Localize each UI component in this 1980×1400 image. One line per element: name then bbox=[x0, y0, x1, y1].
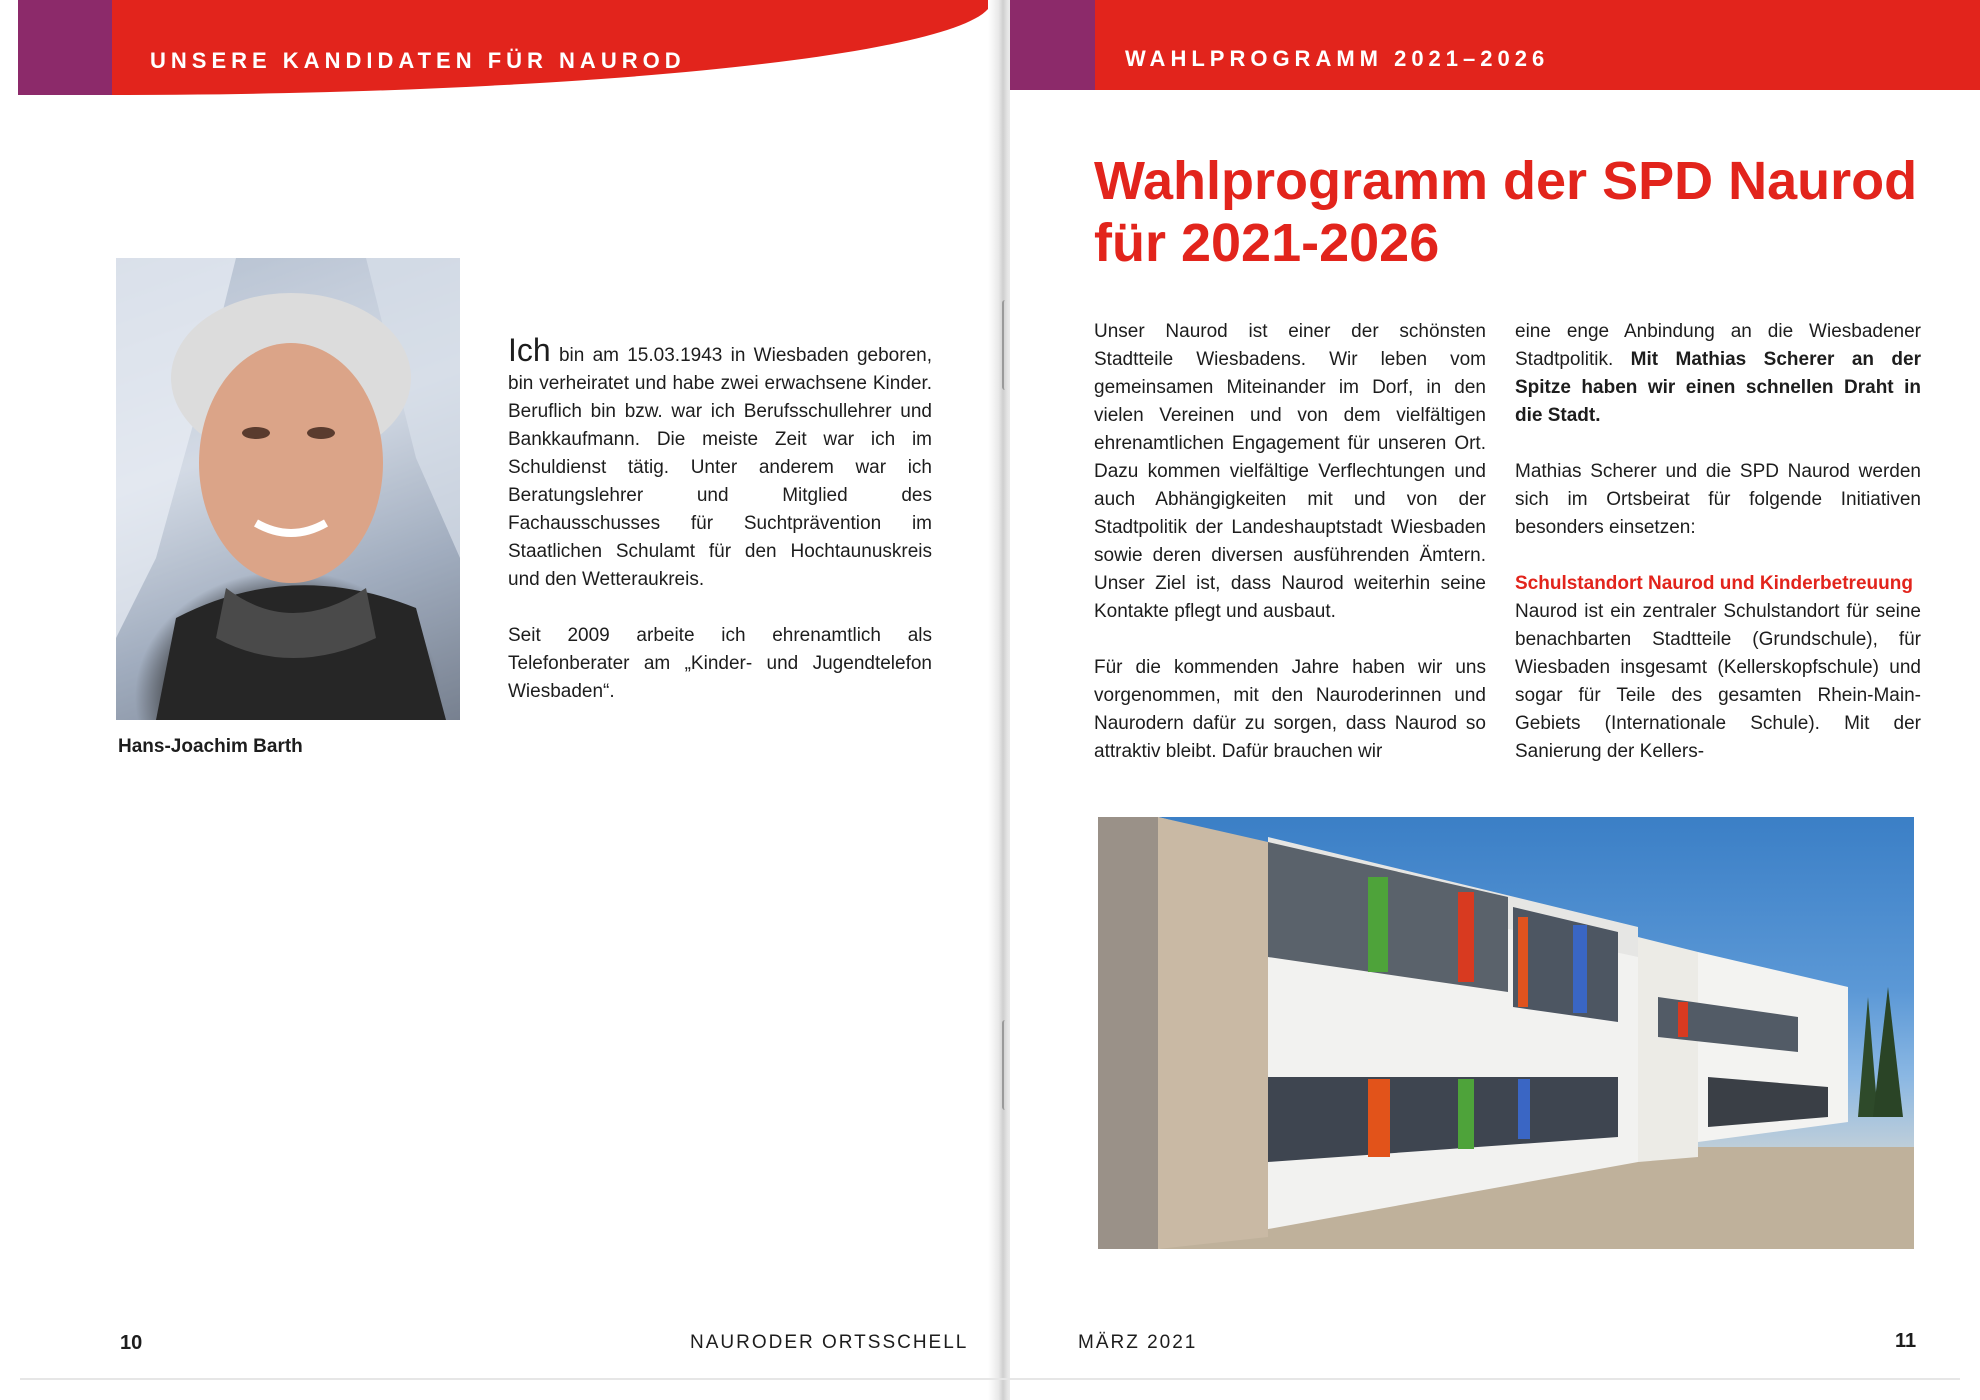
column-2-emphasis: Mit Mathias Scherer an der Spitze haben wir einen schnellen Draht in die Stadt. bbox=[1515, 349, 1921, 426]
column-2-paragraph-2: Mathias Scherer und die SPD Naurod werden sich im Ortsbeirat für folgende Initiativen besonders einsetzen: bbox=[1515, 461, 1921, 538]
bio-paragraph-1-text: bin am 15.03.1943 in Wiesbaden geboren, bin verheiratet und habe zwei erwachsene Kinder. Beruflich bin bzw. war ich Berufsschullehrer und Bankkaufmann. Die meiste Zeit war ich im Schuldienst tätig. Unter anderem war ich Beratungslehrer und Mitglied des Fachausschusses für Suchtprävention im Staatlichen Schulamt für den Hochtaunuskreis und den Wetteraukreis. bbox=[508, 345, 932, 590]
column-2-paragraph-1 bbox=[1515, 318, 1921, 430]
column-2-paragraph-1-text: eine enge Anbindung an die Wiesbadener Stadtpolitik. bbox=[1515, 321, 1921, 370]
left-header-title: UNSERE KANDIDATEN FÜR NAUROD bbox=[150, 48, 686, 73]
header-purple-accent bbox=[1010, 0, 1095, 90]
column-2-paragraph-3: Naurod ist ein zentraler Schulstandort für seine benachbarten Stadtteile (Grundschule), für Wiesbaden insgesamt (Kellerskopfschule) und sogar für Teile des gesamten Rhein-Main-Gebiets (Internationale Schule). Mit der Sanierung der Kellers- bbox=[1515, 601, 1921, 762]
page-bottom-edge bbox=[20, 1378, 1960, 1380]
text-column-2 bbox=[1515, 318, 1921, 794]
school-building-photo bbox=[1098, 817, 1914, 1249]
page-title bbox=[1094, 150, 1954, 274]
page-number-left: 10 bbox=[120, 1332, 143, 1354]
right-header-title: WAHLPROGRAMM 2021–2026 bbox=[1125, 46, 1550, 71]
candidate-portrait bbox=[116, 258, 460, 720]
staple-bottom bbox=[1002, 1020, 1008, 1110]
title-line-2: für 2021-2026 bbox=[1094, 213, 1440, 273]
candidate-bio bbox=[508, 332, 932, 734]
column-1-paragraph-2: Für die kommenden Jahre haben wir uns vorgenommen, mit den Nauroderinnen und Naurodern dafür zu sorgen, dass Naurod so attraktiv bleibt. Dafür brauchen wir bbox=[1094, 657, 1486, 762]
bio-paragraph-2: Seit 2009 arbeite ich ehrenamtlich als Telefonberater am „Kinder- und Jugendtelefon Wiesbaden“. bbox=[508, 625, 932, 702]
page-number-right: 11 bbox=[1895, 1330, 1917, 1352]
footer-date: MÄRZ 2021 bbox=[1078, 1332, 1198, 1353]
footer-publication: NAURODER ORTSSCHELL bbox=[690, 1332, 969, 1353]
text-column-1 bbox=[1094, 318, 1486, 794]
bio-drop-word: Ich bbox=[508, 332, 551, 368]
header-purple-accent bbox=[18, 0, 118, 95]
column-1-paragraph-1: Unser Naurod ist einer der schönsten Stadtteile Wiesbadens. Wir leben vom gemeinsamen Miteinander im Dorf, in den vielen Vereinen und von dem vielfältigen ehrenamtlichen Engagement für unseren Ort. Dazu kommen vielfältige Verflechtungen und auch Abhängigkeiten mit und von der Stadtpolitik der Landeshauptstadt Wiesbaden sowie deren diversen ausführenden Ämtern. Unser Ziel ist, dass Naurod weiterhin seine Kontakte pflegt und ausbaut. bbox=[1094, 321, 1486, 622]
title-line-1: Wahlprogramm der SPD Naurod bbox=[1094, 151, 1918, 211]
section-subheading: Schulstandort Naurod und Kinderbetreuung bbox=[1515, 573, 1913, 594]
staple-top bbox=[1002, 300, 1008, 390]
bio-paragraph-1 bbox=[508, 332, 932, 594]
portrait-caption: Hans-Joachim Barth bbox=[118, 736, 303, 757]
right-page bbox=[1010, 0, 1980, 1400]
header-red-band bbox=[1095, 0, 1980, 90]
